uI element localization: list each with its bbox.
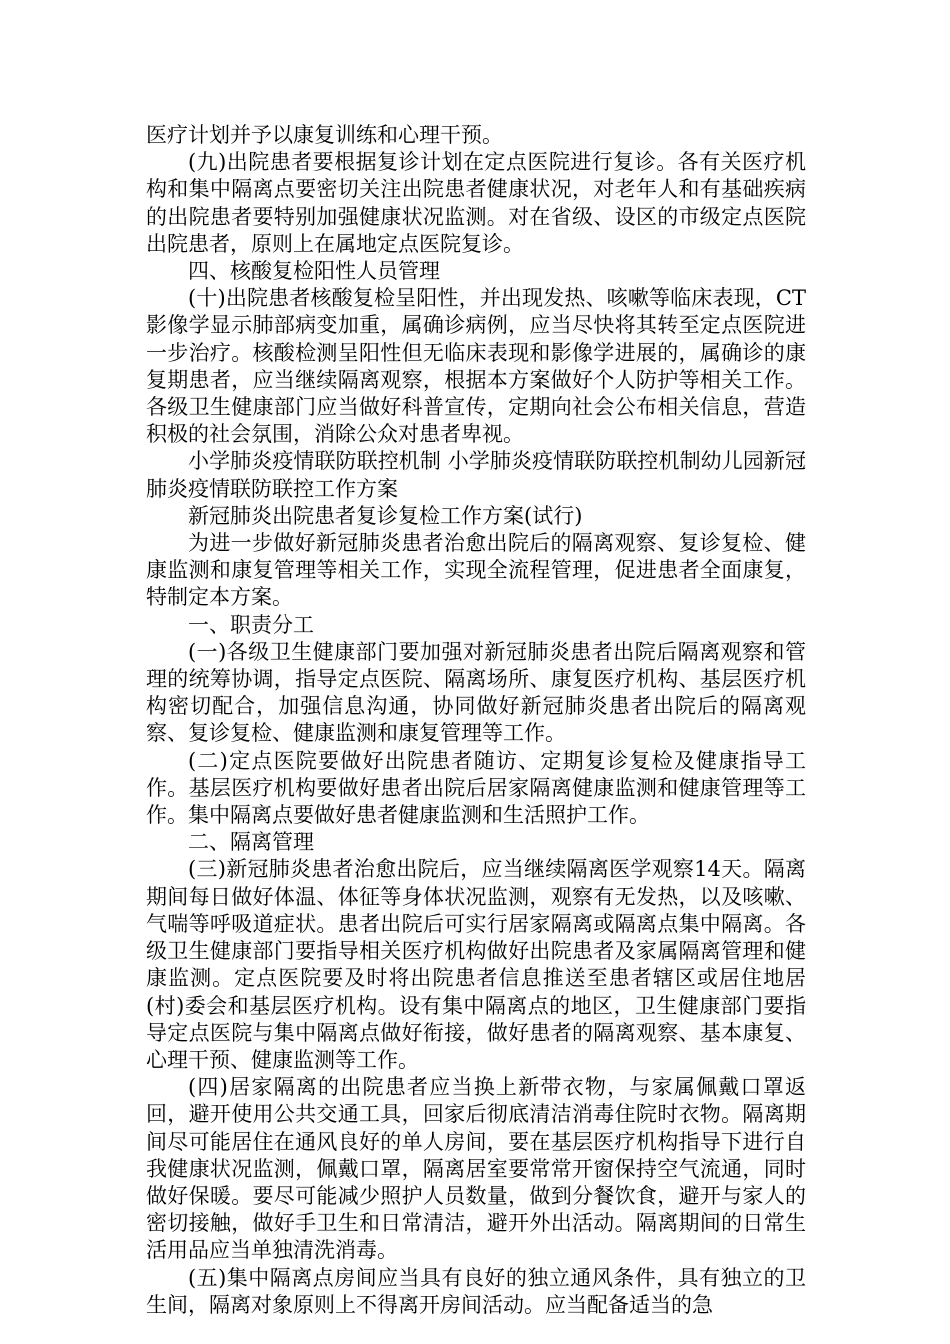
paragraph-item-4: (四)居家隔离的出院患者应当换上新带衣物，与家属佩戴口罩返回，避开使用公共交通工具，回家后彻底清洁消毒住院时衣物。隔离期间尽可能居住在通风良好的单人房间，要在基层医疗机构指导下进行自我健康状况监测，佩戴口罩，隔离居室要常常开窗保持空气流通，同时做好保暖。要尽可能减少照护人员数量，做到分餐饮食，避开与家人的密切接触，做好手卫生和日常清洁，避开外出活动。隔离期间的日常生活用品应当单独清洗消毒。 (146, 1075, 806, 1263)
section-heading-4: 四、核酸复检阳性人员管理 (188, 259, 440, 284)
paragraph-item-1: (一)各级卫生健康部门要加强对新冠肺炎患者出院后隔离观察和管理的统筹协调，指导定点医院、隔离场所、康复医疗机构、基层医疗机构密切配合，加强信息沟通，协同做好新冠肺炎患者出院后的隔离观察、复诊复检、健康监测和康复管理等工作。 (146, 639, 806, 746)
paragraph-item-10: (十)出院患者核酸复检呈阳性，并出现发热、咳嗽等临床表现，CT影像学显示肺部病变加重，属确诊病例，应当尽快将其转至定点医院进一步治疗。核酸检测呈阳性但无临床表现和影像学进展的，属确诊的康复期患者，应当继续隔离观察，根据本方案做好个人防护等相关工作。各级卫生健康部门应当做好科普宣传，定期向社会公布相关信息，营造积极的社会氛围，消除公众对患者卑视。 (146, 286, 806, 447)
section-heading-1: 一、职责分工 (188, 612, 314, 637)
document-page (146, 122, 806, 1319)
paragraph-intro: 为进一步做好新冠肺炎患者治愈出院后的隔离观察、复诊复检、健康监测和康复管理等相关工作，实现全流程管理，促进患者全面康复，特制定本方案。 (146, 531, 806, 610)
section-heading-2: 二、隔离管理 (188, 830, 314, 855)
paragraph-item-3: (三)新冠肺炎患者治愈出院后，应当继续隔离医学观察14天。隔离期间每日做好体温、体征等身体状况监测，观察有无发热，以及咳嗽、气喘等呼吸道症状。患者出院后可实行居家隔离或隔离点集中隔离。各级卫生健康部门要指导相关医疗机构做好出院患者及家属隔离管理和健康监测。定点医院要及时将出院患者信息推送至患者辖区或居住地居(村)委会和基层医疗机构。设有集中隔离点的地区，卫生健康部门要指导定点医院与集中隔离点做好衔接，做好患者的隔离观察、基本康复、心理干预、健康监测等工作。 (146, 857, 806, 1072)
paragraph-item-2: (二)定点医院要做好出院患者随访、定期复诊复检及健康指导工作。基层医疗机构要做好患者出院后居家隔离健康监测和健康管理等工作。集中隔离点要做好患者健康监测和生活照护工作。 (146, 748, 806, 828)
paragraph-item-5: (五)集中隔离点房间应当具有良好的独立通风条件，具有独立的卫生间，隔离对象原则上不得离开房间活动。应当配备适当的急 (146, 1265, 806, 1317)
paragraph-item-9: (九)出院患者要根据复诊计划在定点医院进行复诊。各有关医疗机构和集中隔离点要密切关注出院患者健康状况，对老年人和有基础疾病的出院患者要特别加强健康状况监测。对在省级、设区的市级定点医院出院患者，原则上在属地定点医院复诊。 (146, 150, 806, 256)
document-title: 新冠肺炎出院患者复诊复检工作方案(试行) (188, 503, 583, 528)
paragraph-related-title: 小学肺炎疫情联防联控机制 小学肺炎疫情联防联控机制幼儿园新冠肺炎疫情联防联控工作方案 (146, 449, 806, 501)
paragraph-continuation: 医疗计划并予以康复训练和心理干预。 (146, 123, 503, 147)
